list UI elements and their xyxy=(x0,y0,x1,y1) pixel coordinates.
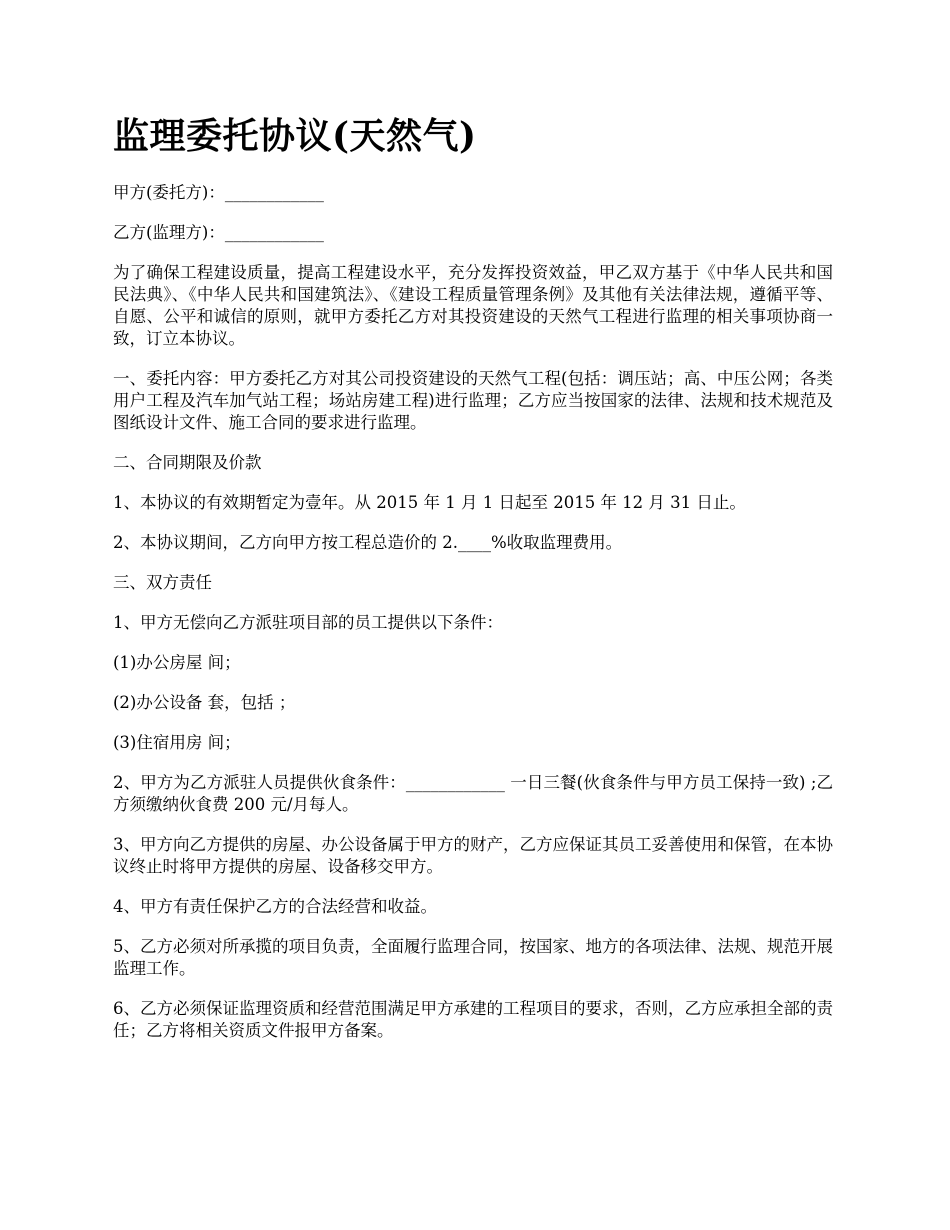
item-office-equipment: (2)办公设备 套，包括 ； xyxy=(113,693,296,712)
clause-3-1-conditions: 1、甲方无偿向乙方派驻项目部的员工提供以下条件： xyxy=(113,613,503,632)
clause-3-2-meals: 2、甲方为乙方派驻人员提供伙食条件：____________ 一日三餐(伙食条件与甲方员工保持一致) ;乙方须缴纳伙食费 200 元/月每人。 xyxy=(113,773,833,814)
clause-2-1-term: 1、本协议的有效期暂定为壹年。从 2015 年 1 月 1 日起至 2015 年 12 月 31 日止。 xyxy=(113,493,746,512)
item-dormitory: (3)住宿用房 间； xyxy=(113,733,241,752)
clause-2-2-fee: 2、本协议期间，乙方向甲方按工程总造价的 2.____%收取监理费用。 xyxy=(113,533,623,552)
section-2-heading: 二、合同期限及价款 xyxy=(113,453,262,472)
section-3-heading: 三、双方责任 xyxy=(113,573,212,592)
preamble-paragraph: 为了确保工程建设质量，提高工程建设水平，充分发挥投资效益，甲乙双方基于《中华人民共和国民法典》、《中华人民共和国建筑法》、《建设工程质量管理条例》及其他有关法律法规，遵循平等、自愿、公平和诚信的原则，就甲方委托乙方对其投资建设的天然气工程进行监理的相关事项协商一致，订立本协议。 xyxy=(113,263,833,348)
item-office-rooms: (1)办公房屋 间； xyxy=(113,653,241,672)
party-b-line: 乙方(监理方)：____________ xyxy=(113,223,324,242)
clause-3-5-responsibility: 5、乙方必须对所承揽的项目负责，全面履行监理合同，按国家、地方的各项法律、法规、规范开展监理工作。 xyxy=(113,937,833,978)
document-title: 监理委托协议(天然气) xyxy=(113,115,477,157)
clause-3-4-protection: 4、甲方有责任保护乙方的合法经营和收益。 xyxy=(113,897,437,916)
document-page xyxy=(113,110,833,1060)
clause-3-6-qualification: 6、乙方必须保证监理资质和经营范围满足甲方承建的工程项目的要求，否则，乙方应承担全部的责任；乙方将相关资质文件报甲方备案。 xyxy=(113,999,833,1040)
section-1-entrusted-content: 一、委托内容：甲方委托乙方对其公司投资建设的天然气工程(包括：调压站；高、中压公网；各类用户工程及汽车加气站工程；场站房建工程)进行监理；乙方应当按国家的法律、法规和技术规范及图纸设计文件、施工合同的要求进行监理。 xyxy=(113,369,833,432)
party-a-line: 甲方(委托方)：____________ xyxy=(113,183,324,202)
clause-3-3-property: 3、甲方向乙方提供的房屋、办公设备属于甲方的财产，乙方应保证其员工妥善使用和保管，在本协议终止时将甲方提供的房屋、设备移交甲方。 xyxy=(113,835,833,876)
